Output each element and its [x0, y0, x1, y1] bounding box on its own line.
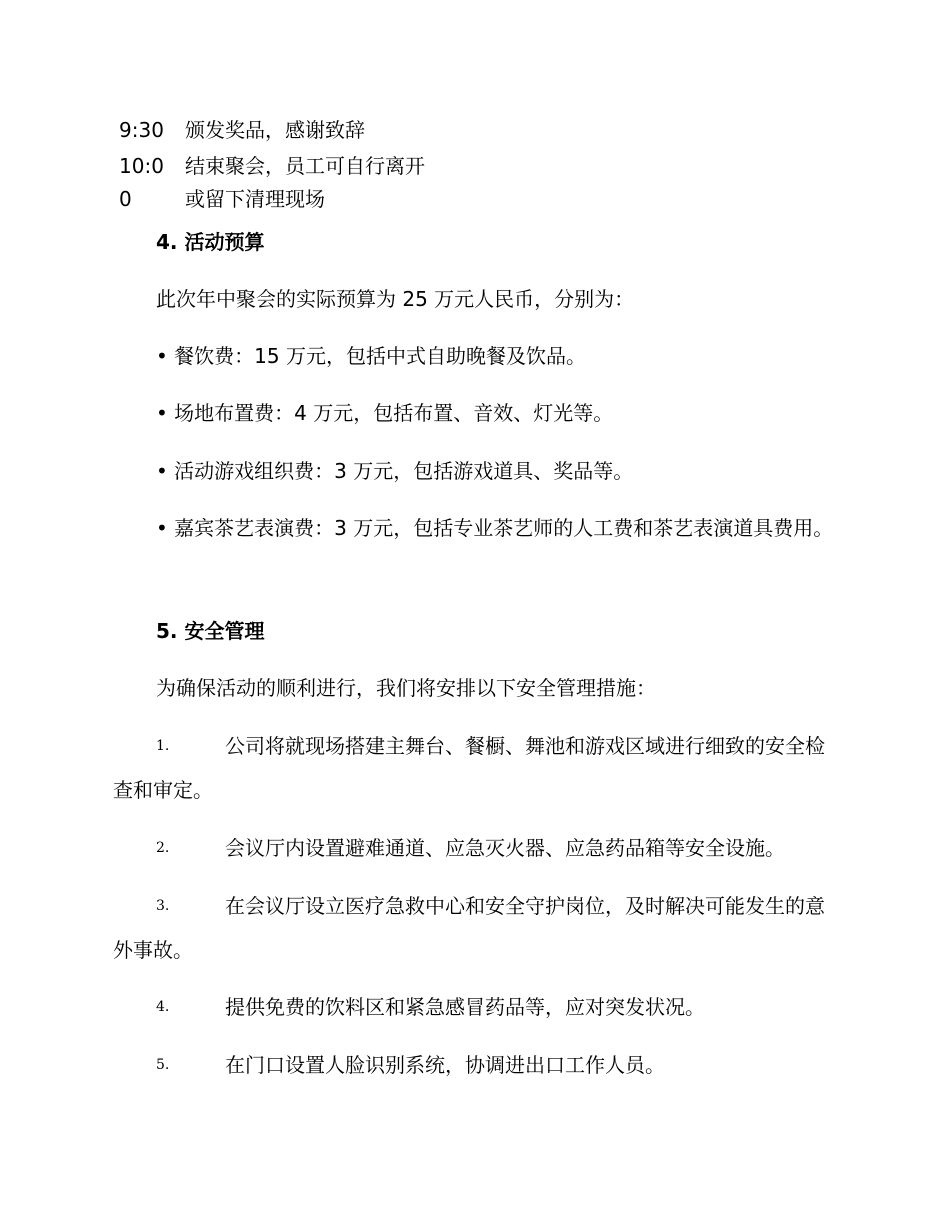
list-text: 在门口设置人脸识别系统，协调进出口工作人员。 — [225, 1053, 665, 1077]
schedule-time: 10:0 0 — [119, 154, 164, 211]
list-text: 提供免费的饮料区和紧急感冒药品等，应对突发状况。 — [225, 995, 705, 1019]
safety-list-item — [113, 724, 843, 812]
schedule-text: 颁发奖品，感谢致辞 — [185, 118, 365, 142]
budget-item: • 场地布置费：4 万元，包括布置、音效、灯光等。 — [156, 401, 614, 425]
safety-list-item — [113, 1043, 843, 1087]
budget-item: • 活动游戏组织费：3 万元，包括游戏道具、奖品等。 — [156, 459, 634, 483]
list-number: 2. — [156, 840, 170, 856]
budget-intro: 此次年中聚会的实际预算为 25 万元人民币，分别为： — [156, 287, 635, 311]
budget-item: • 餐饮费：15 万元，包括中式自助晚餐及饮品。 — [156, 344, 586, 368]
safety-intro: 为确保活动的顺利进行，我们将安排以下安全管理措施： — [156, 676, 656, 700]
section-heading-budget: 4. 活动预算 — [156, 230, 265, 254]
list-text: 在会议厅设立医疗急救中心和安全守护岗位，及时解决可能发生的意外事故。 — [113, 894, 825, 962]
safety-list-item — [113, 884, 843, 972]
section-heading-safety: 5. 安全管理 — [156, 619, 265, 643]
safety-list-item — [113, 985, 843, 1029]
list-number: 5. — [156, 1057, 170, 1073]
list-number: 4. — [156, 999, 170, 1015]
schedule-time: 9:30 — [119, 118, 164, 142]
list-text: 公司将就现场搭建主舞台、餐橱、舞池和游戏区域进行细致的安全检查和审定。 — [113, 734, 825, 802]
list-number: 3. — [156, 898, 170, 914]
list-text: 会议厅内设置避难通道、应急灭火器、应急药品箱等安全设施。 — [225, 836, 785, 860]
schedule-text: 结束聚会，员工可自行离开或留下清理现场 — [185, 154, 425, 211]
budget-item: • 嘉宾茶艺表演费：3 万元，包括专业茶艺师的人工费和茶艺表演道具费用。 — [156, 516, 834, 540]
safety-list-item — [113, 826, 843, 870]
list-number: 1. — [156, 738, 170, 754]
